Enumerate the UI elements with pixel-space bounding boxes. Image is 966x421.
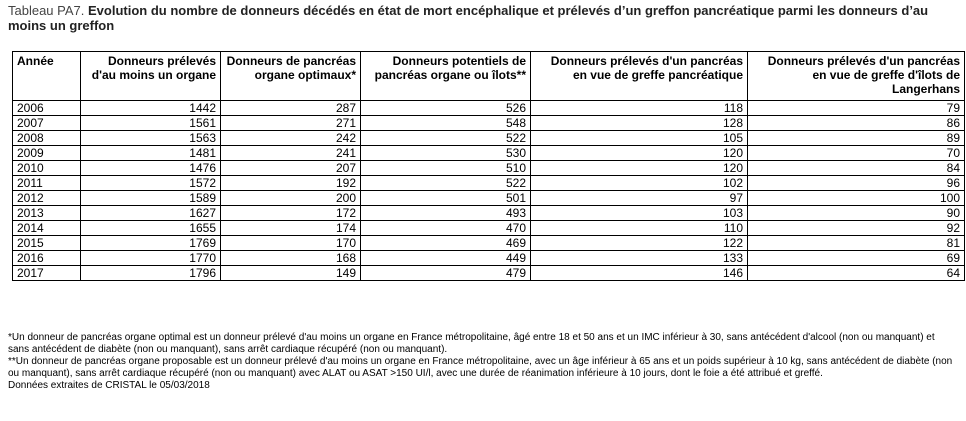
table-row — [13, 266, 965, 281]
cell-value: 470 — [361, 221, 531, 236]
cell-value: 1563 — [81, 131, 221, 146]
cell-value: 1655 — [81, 221, 221, 236]
column-header-year: Année — [13, 52, 81, 101]
column-header-donors-organ: Donneurs prélevés d'au moins un organe — [81, 52, 221, 101]
cell-value: 1572 — [81, 176, 221, 191]
cell-value: 102 — [531, 176, 748, 191]
cell-value: 79 — [748, 101, 965, 116]
cell-value: 1589 — [81, 191, 221, 206]
cell-value: 133 — [531, 251, 748, 266]
cell-value: 1442 — [81, 101, 221, 116]
cell-value: 1476 — [81, 161, 221, 176]
table-row — [13, 116, 965, 131]
cell-value: 449 — [361, 251, 531, 266]
cell-value: 479 — [361, 266, 531, 281]
cell-year: 2006 — [13, 101, 81, 116]
table-title — [8, 3, 958, 33]
cell-year: 2007 — [13, 116, 81, 131]
cell-value: 510 — [361, 161, 531, 176]
cell-value: 1481 — [81, 146, 221, 161]
cell-value: 118 — [531, 101, 748, 116]
cell-value: 271 — [221, 116, 361, 131]
cell-value: 287 — [221, 101, 361, 116]
cell-value: 105 — [531, 131, 748, 146]
cell-value: 84 — [748, 161, 965, 176]
cell-value: 242 — [221, 131, 361, 146]
cell-year: 2008 — [13, 131, 81, 146]
cell-year: 2016 — [13, 251, 81, 266]
cell-value: 100 — [748, 191, 965, 206]
table-row — [13, 176, 965, 191]
cell-value: 493 — [361, 206, 531, 221]
table-title-label: Tableau PA7. — [8, 3, 85, 18]
cell-year: 2015 — [13, 236, 81, 251]
column-header-islet-graft: Donneurs prélevés d'un pancréas en vue de greffe d'îlots de Langerhans — [748, 52, 965, 101]
cell-value: 120 — [531, 146, 748, 161]
cell-value: 86 — [748, 116, 965, 131]
cell-value: 146 — [531, 266, 748, 281]
cell-value: 90 — [748, 206, 965, 221]
cell-value: 64 — [748, 266, 965, 281]
cell-value: 97 — [531, 191, 748, 206]
cell-value: 122 — [531, 236, 748, 251]
cell-value: 530 — [361, 146, 531, 161]
column-header-pancreas-graft: Donneurs prélevés d'un pancréas en vue de greffe pancréatique — [531, 52, 748, 101]
table-header-row — [13, 52, 965, 101]
cell-value: 103 — [531, 206, 748, 221]
cell-value: 168 — [221, 251, 361, 266]
table-row — [13, 251, 965, 266]
cell-value: 192 — [221, 176, 361, 191]
column-header-optimal-pancreas: Donneurs de pancréas organe optimaux* — [221, 52, 361, 101]
footnotes — [8, 332, 958, 392]
cell-value: 207 — [221, 161, 361, 176]
cell-year: 2012 — [13, 191, 81, 206]
cell-value: 522 — [361, 176, 531, 191]
cell-value: 548 — [361, 116, 531, 131]
cell-year: 2017 — [13, 266, 81, 281]
cell-value: 526 — [361, 101, 531, 116]
table-row — [13, 236, 965, 251]
cell-value: 92 — [748, 221, 965, 236]
cell-value: 241 — [221, 146, 361, 161]
cell-value: 200 — [221, 191, 361, 206]
column-header-potential-pancreas: Donneurs potentiels de pancréas organe ou îlots** — [361, 52, 531, 101]
cell-value: 1561 — [81, 116, 221, 131]
cell-value: 89 — [748, 131, 965, 146]
cell-value: 172 — [221, 206, 361, 221]
table-row — [13, 221, 965, 236]
cell-value: 110 — [531, 221, 748, 236]
data-source-note: Données extraites de CRISTAL le 05/03/2018 — [8, 380, 210, 391]
cell-value: 174 — [221, 221, 361, 236]
table-row — [13, 161, 965, 176]
cell-value: 1770 — [81, 251, 221, 266]
cell-value: 149 — [221, 266, 361, 281]
table-row — [13, 131, 965, 146]
table-title-text: Evolution du nombre de donneurs décédés en état de mort encéphalique et prélevés d’un greffon pancréatique parmi les donneurs d’au moins un greffon — [8, 3, 929, 33]
cell-value: 170 — [221, 236, 361, 251]
table-row — [13, 101, 965, 116]
cell-year: 2013 — [13, 206, 81, 221]
cell-value: 120 — [531, 161, 748, 176]
cell-value: 1769 — [81, 236, 221, 251]
cell-value: 469 — [361, 236, 531, 251]
cell-value: 1796 — [81, 266, 221, 281]
cell-value: 81 — [748, 236, 965, 251]
cell-value: 501 — [361, 191, 531, 206]
footnote-potential-donor: **Un donneur de pancréas organe proposable est un donneur prélevé d'au moins un organe en France métropolitaine, avec un âge inférieur à 65 ans et un poids supérieur à 10 kg, sans antécédent de diabète (non ou manquant), sans arrêt cardiaque récupéré (non ou manquant) avec ALAT ou ASAT >150 UI/l, avec une durée de réanimation inférieure à 10 jours, dont le foie a été attribué et greffé. — [8, 356, 953, 379]
cell-value: 69 — [748, 251, 965, 266]
table-row — [13, 191, 965, 206]
donors-table — [12, 51, 965, 281]
table-row — [13, 146, 965, 161]
cell-value: 1627 — [81, 206, 221, 221]
cell-year: 2011 — [13, 176, 81, 191]
cell-year: 2014 — [13, 221, 81, 236]
cell-value: 128 — [531, 116, 748, 131]
cell-value: 70 — [748, 146, 965, 161]
cell-value: 522 — [361, 131, 531, 146]
footnote-optimal-donor: *Un donneur de pancréas organe optimal est un donneur prélevé d'au moins un organe en France métropolitaine, âgé entre 18 et 50 ans et un IMC inférieur à 30, sans antécédent d'alcool (non ou manquant) et sans antécédent de diabète (non ou manquant), sans arrêt cardiaque récupéré (non ou manquant). — [8, 332, 935, 355]
cell-year: 2009 — [13, 146, 81, 161]
table-row — [13, 206, 965, 221]
cell-value: 96 — [748, 176, 965, 191]
cell-year: 2010 — [13, 161, 81, 176]
